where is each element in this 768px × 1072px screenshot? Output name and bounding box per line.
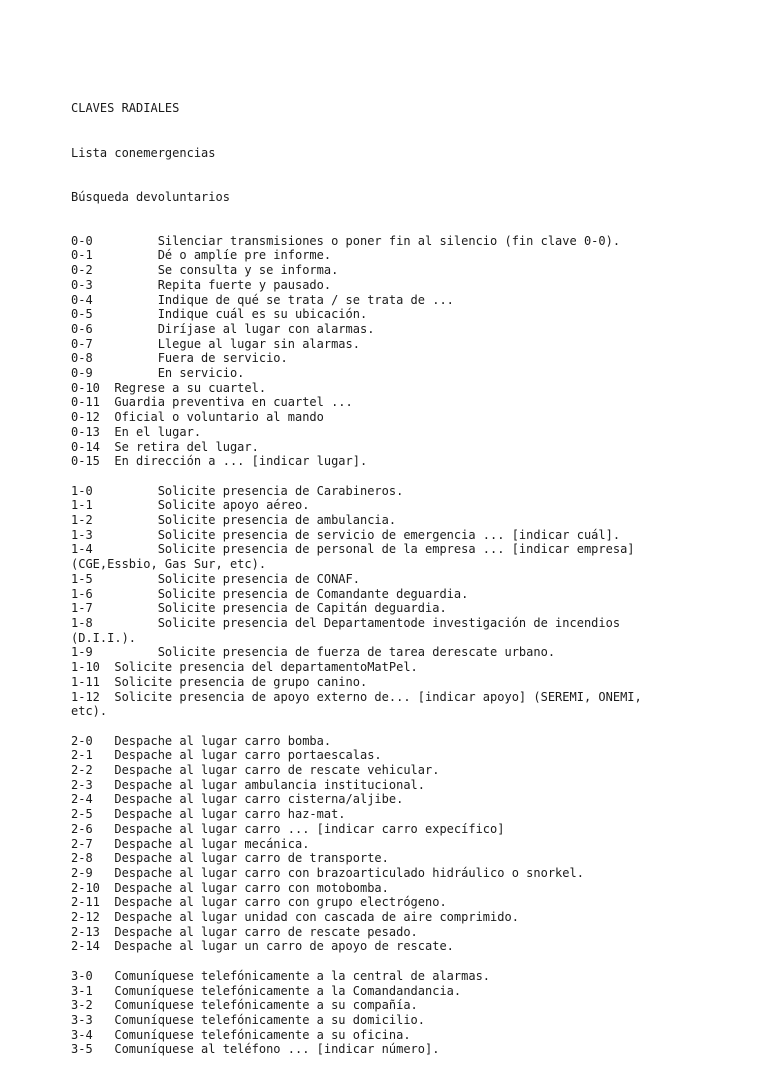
- code-line: 0-0 Silenciar transmisiones o poner fin al silencio (fin clave 0-0).: [71, 233, 621, 248]
- code-line: 0-10 Regrese a su cuartel.: [71, 380, 267, 395]
- code-line: 0-4 Indique de qué se trata / se trata de ...: [71, 292, 454, 307]
- code-line: 2-7 Despache al lugar mecánica.: [71, 836, 310, 851]
- code-line: etc).: [71, 704, 108, 719]
- code-line: 1-7 Solicite presencia de Capitán deguardia.: [71, 601, 447, 616]
- document-title: CLAVES RADIALES: [71, 101, 180, 116]
- code-line: 3-0 Comuníquese telefónicamente a la central de alarmas.: [71, 968, 491, 983]
- code-line: 0-15 En dirección a ... [indicar lugar].: [71, 454, 368, 469]
- code-line: 2-2 Despache al lugar carro de rescate vehicular.: [71, 763, 440, 778]
- code-line: 0-7 Llegue al lugar sin alarmas.: [71, 336, 360, 351]
- code-line: 0-5 Indique cuál es su ubicación.: [71, 307, 368, 322]
- code-line: 1-1 Solicite apoyo aéreo.: [71, 498, 310, 513]
- section-spacer: [71, 954, 751, 969]
- code-line: 0-6 Diríjase al lugar con alarmas.: [71, 321, 375, 336]
- code-line: 1-12 Solicite presencia de apoyo externo de... [indicar apoyo] (SEREMI, ONEMI,: [71, 689, 642, 704]
- code-line: 0-3 Repita fuerte y pausado.: [71, 277, 332, 292]
- code-section-group-1: [71, 484, 751, 719]
- document-subtitle: Lista conemergencias: [71, 145, 216, 160]
- code-line: 1-8 Solicite presencia del Departamentode investigación de incendios: [71, 616, 621, 630]
- code-line: 2-5 Despache al lugar carro haz-mat.: [71, 807, 346, 822]
- code-line: 2-4 Despache al lugar carro cisterna/aljibe.: [71, 792, 404, 807]
- code-line: 1-9 Solicite presencia de fuerza de tarea derescate urbano.: [71, 645, 556, 660]
- code-line: 0-1 Dé o amplíe pre informe.: [71, 248, 332, 263]
- code-line: 2-6 Despache al lugar carro ... [indicar carro expecífico]: [71, 821, 505, 836]
- code-line: 0-11 Guardia preventiva en cuartel ...: [71, 395, 353, 410]
- code-section-group-3: [71, 969, 751, 1057]
- code-line: 0-12 Oficial o voluntario al mando: [71, 410, 324, 425]
- code-line: 2-3 Despache al lugar ambulancia institucional.: [71, 777, 426, 792]
- code-line: 3-2 Comuníquese telefónicamente a su compañía.: [71, 998, 418, 1013]
- code-line: 0-14 Se retira del lugar.: [71, 439, 259, 454]
- code-line: (D.I.I.).: [71, 630, 137, 645]
- code-line: 0-8 Fuera de servicio.: [71, 351, 288, 366]
- code-line: 3-4 Comuníquese telefónicamente a su oficina.: [71, 1027, 411, 1042]
- code-line: 0-2 Se consulta y se informa.: [71, 263, 339, 278]
- code-line: 3-3 Comuníquese telefónicamente a su domicilio.: [71, 1012, 426, 1027]
- code-line: 0-9 En servicio.: [71, 366, 245, 381]
- code-line: 2-10 Despache al lugar carro con motobomba.: [71, 880, 389, 895]
- document-page: [71, 72, 751, 1072]
- code-line: 2-14 Despache al lugar un carro de apoyo de rescate.: [71, 939, 454, 954]
- code-line: 2-11 Despache al lugar carro con grupo electrógeno.: [71, 895, 447, 910]
- code-line: 2-9 Despache al lugar carro con brazoarticulado hidráulico o snorkel.: [71, 865, 584, 880]
- section-spacer: [71, 469, 751, 484]
- code-line: 1-2 Solicite presencia de ambulancia.: [71, 513, 397, 528]
- code-line: 2-0 Despache al lugar carro bomba.: [71, 733, 332, 748]
- code-line: 2-12 Despache al lugar unidad con cascada de aire comprimido.: [71, 910, 519, 925]
- code-line: 1-3 Solicite presencia de servicio de emergencia ... [indicar cuál].: [71, 527, 621, 542]
- code-line: 2-8 Despache al lugar carro de transporte.: [71, 851, 389, 866]
- code-section-group-0: [71, 234, 751, 469]
- document-subtitle: Búsqueda devoluntarios: [71, 189, 230, 204]
- code-line: 0-13 En el lugar.: [71, 424, 202, 439]
- code-line: 1-5 Solicite presencia de CONAF.: [71, 571, 360, 586]
- code-line: 1-4 Solicite presencia de personal de la empresa ... [indicar empresa]: [71, 542, 635, 557]
- code-line: 1-0 Solicite presencia de Carabineros.: [71, 483, 404, 498]
- code-sections: [71, 234, 751, 1057]
- code-line: 2-1 Despache al lugar carro portaescalas.: [71, 748, 382, 763]
- code-line: 3-5 Comuníquese al teléfono ... [indicar número].: [71, 1042, 440, 1057]
- code-line: 1-10 Solicite presencia del departamentoMatPel.: [71, 660, 418, 675]
- code-line: 2-13 Despache al lugar carro de rescate pesado.: [71, 924, 418, 939]
- code-line: 1-6 Solicite presencia de Comandante deguardia.: [71, 586, 469, 601]
- code-section-group-2: [71, 734, 751, 955]
- code-line: 1-11 Solicite presencia de grupo canino.: [71, 674, 368, 689]
- code-line: 3-1 Comuníquese telefónicamente a la Comandandancia.: [71, 983, 462, 998]
- code-line: (CGE,Essbio, Gas Sur, etc).: [71, 557, 267, 572]
- section-spacer: [71, 719, 751, 734]
